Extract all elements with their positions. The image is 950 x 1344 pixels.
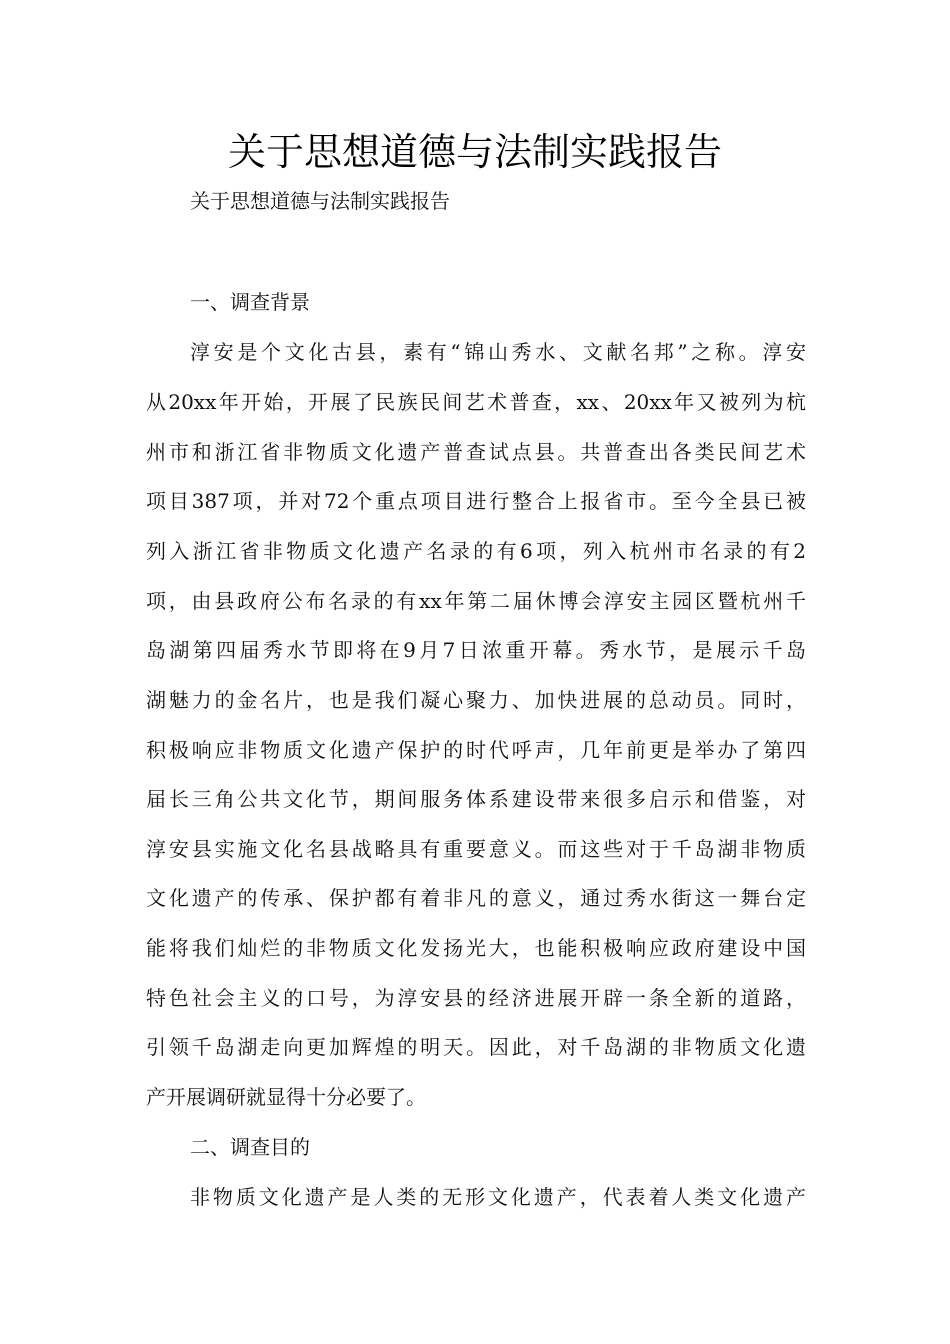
- paragraph-line: 特色社会主义的口号，为淳安县的经济进展开辟一条全新的道路，: [146, 986, 806, 1010]
- paragraph-line: 项，由县政府公布名录的有xx年第二届休博会淳安主园区暨杭州千: [146, 589, 806, 613]
- paragraph-line: 产开展调研就显得十分必要了。: [146, 1085, 426, 1109]
- document-title: 关于思想道德与法制实践报告: [227, 130, 722, 174]
- section-heading-background: 一、调查背景: [190, 290, 310, 314]
- paragraph-line: 能将我们灿烂的非物质文化发扬光大，也能积极响应政府建设中国: [146, 936, 806, 960]
- paragraph-line: 引领千岛湖走向更加辉煌的明天。因此，对千岛湖的非物质文化遗: [146, 1035, 806, 1059]
- paragraph-line: 淳安是个文化古县，素有“锦山秀水、文献名邦”之称。淳安: [190, 340, 806, 364]
- paragraph-line: 文化遗产的传承、保护都有着非凡的意义，通过秀水街这一舞台定: [146, 886, 806, 910]
- paragraph-line: 届长三角公共文化节，期间服务体系建设带来很多启示和借鉴，对: [146, 787, 806, 811]
- paragraph-line: 列入浙江省非物质文化遗产名录的有6项，列入杭州市名录的有2: [146, 539, 806, 563]
- section-heading-purpose: 二、调查目的: [190, 1135, 310, 1159]
- paragraph-line: 湖魅力的金名片，也是我们凝心聚力、加快进展的总动员。同时，: [146, 688, 806, 712]
- document-subtitle: 关于思想道德与法制实践报告: [190, 189, 450, 213]
- paragraph-line: 从20xx年开始，开展了民族民间艺术普查，xx、20xx年又被列为杭: [146, 390, 806, 414]
- paragraph-line: 非物质文化遗产是人类的无形文化遗产，代表着人类文化遗产: [190, 1185, 806, 1209]
- paragraph-line: 积极响应非物质文化遗产保护的时代呼声，几年前更是举办了第四: [146, 738, 806, 762]
- paragraph-line: 岛湖第四届秀水节即将在9月7日浓重开幕。秀水节，是展示千岛: [146, 638, 806, 662]
- paragraph-line: 项目387项，并对72个重点项目进行整合上报省市。至今全县已被: [146, 489, 806, 513]
- paragraph-line: 淳安县实施文化名县战略具有重要意义。而这些对于千岛湖非物质: [146, 837, 806, 861]
- paragraph-line: 州市和浙江省非物质文化遗产普查试点县。共普查出各类民间艺术: [146, 440, 806, 464]
